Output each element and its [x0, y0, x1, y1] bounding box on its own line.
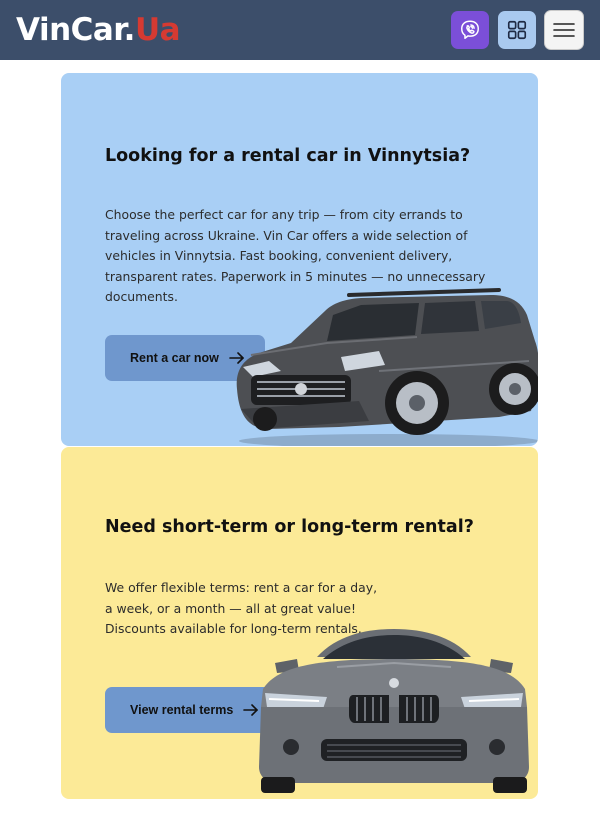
catalog-grid-button[interactable] — [498, 11, 536, 49]
viber-icon — [459, 19, 481, 41]
suv-car-image — [229, 271, 538, 446]
grid-icon — [506, 19, 528, 41]
card-title: Looking for a rental car in Vinnytsia? — [105, 146, 471, 166]
menu-button[interactable] — [544, 10, 584, 50]
card-title: Need short-term or long-term rental? — [105, 517, 474, 537]
logo-text-main: VinCar. — [16, 12, 135, 48]
rent-car-button-label: Rent a car now — [130, 351, 219, 365]
view-terms-button-label: View rental terms — [130, 703, 234, 717]
logo-text-domain: Ua — [134, 12, 181, 48]
site-header — [0, 0, 600, 60]
viber-button[interactable] — [451, 11, 489, 49]
menu-icon — [552, 21, 576, 39]
view-terms-button[interactable] — [105, 687, 275, 733]
card-description-line: Discounts available for long-term rentals. — [105, 621, 362, 636]
card-description: Choose the perfect car for any trip — from city errands to traveling across Ukraine. Vin Car offers a wide selection of vehicles in Vinnytsia. Fast booking, convenient delivery, transparent rates. Paperwork in 5 minutes — no unnecessary documents. — [105, 207, 486, 304]
site-logo[interactable] — [16, 10, 180, 50]
card-description-line: a week, or a month — all at great value! — [105, 600, 356, 616]
rental-terms-card — [61, 447, 538, 799]
sedan-car-image — [257, 627, 531, 795]
card-description-line: We offer flexible terms: rent a car for a day, — [105, 580, 378, 595]
rental-intro-card — [61, 73, 538, 446]
